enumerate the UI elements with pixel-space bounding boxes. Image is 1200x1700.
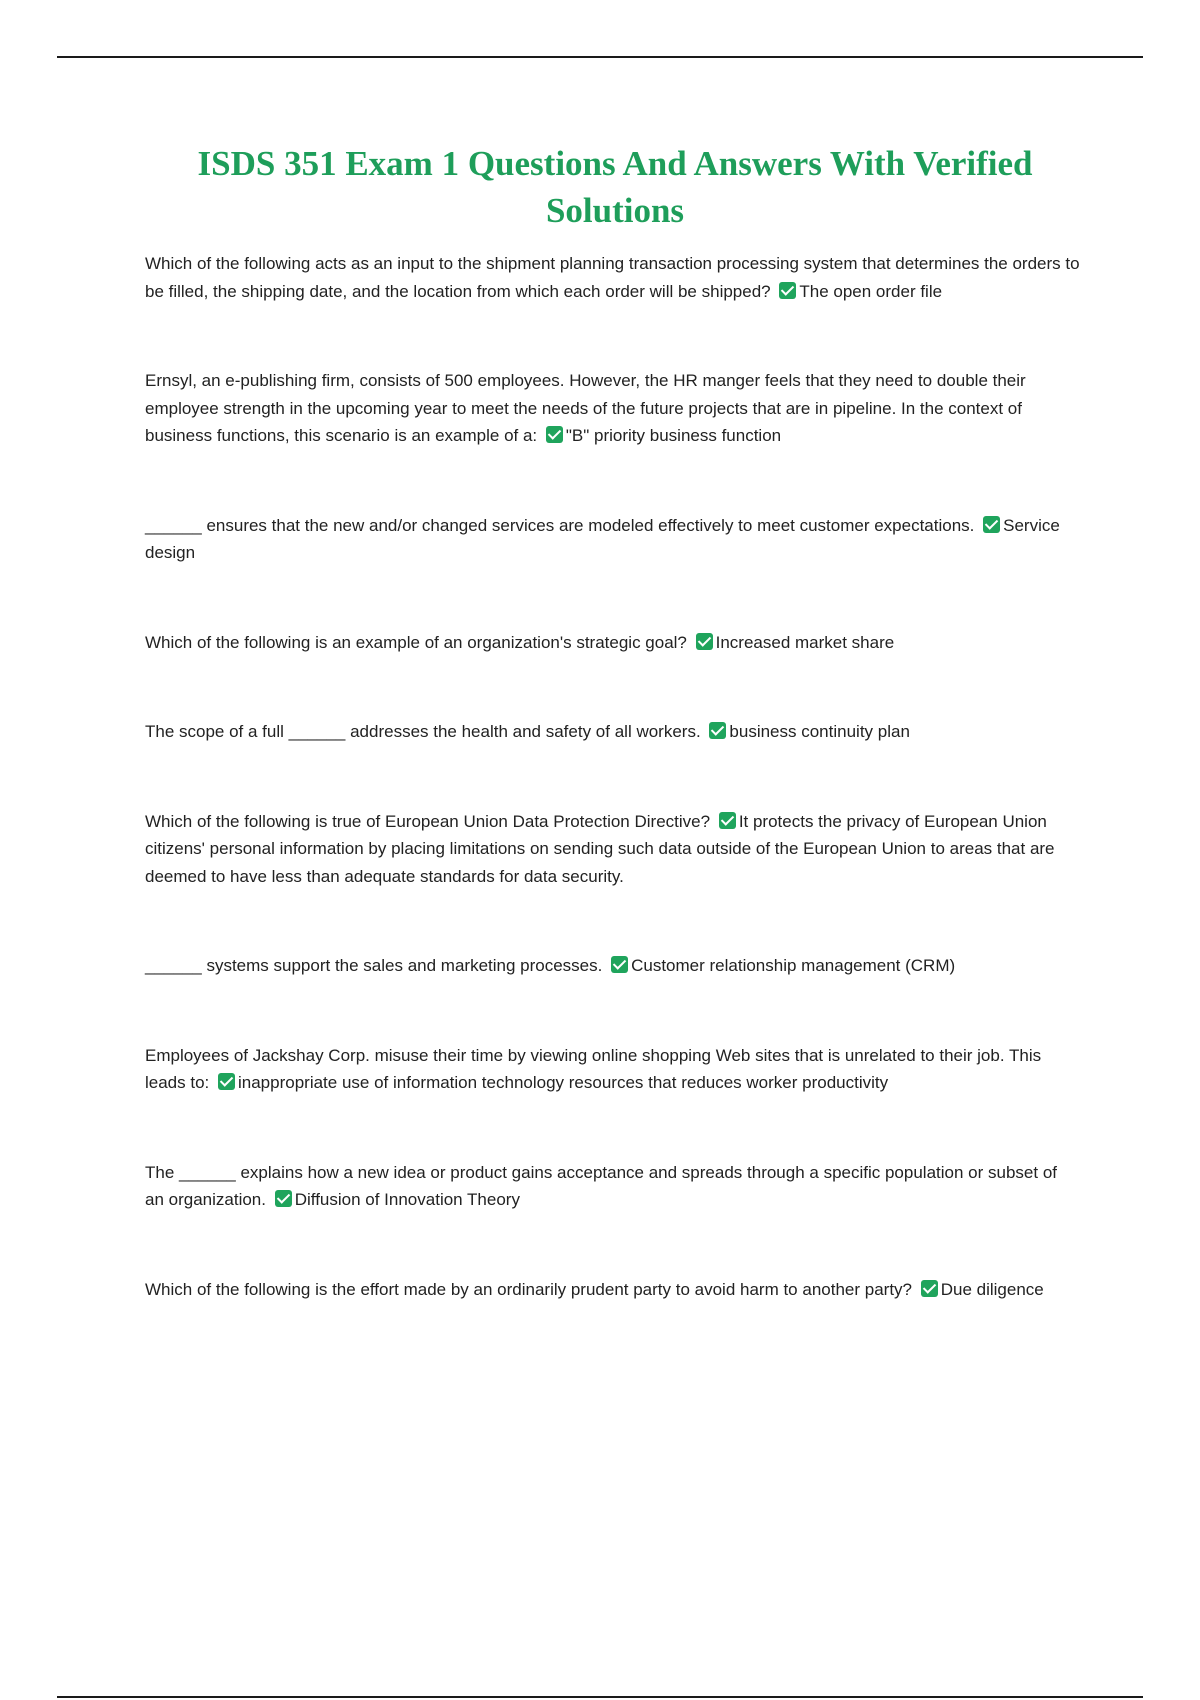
qa-item-7 (145, 952, 1080, 980)
check-mark-icon (779, 282, 796, 299)
answer-text: The open order file (799, 281, 943, 301)
answer-text: Service design (145, 515, 1060, 562)
check-mark-icon (696, 633, 713, 650)
question-text: Which of the following is the effort made by an ordinarily prudent party to avoid harm to another party? (145, 1279, 912, 1299)
check-mark-icon (709, 722, 726, 739)
check-mark-icon (719, 812, 736, 829)
answer-text: inappropriate use of information technology resources that reduces worker productivity (238, 1073, 889, 1092)
check-mark-icon (218, 1073, 235, 1090)
answer-text: Diffusion of Innovation Theory (294, 1190, 520, 1209)
question-text: Which of the following is true of European Union Data Protection Directive? (145, 811, 711, 831)
question-text: ______ systems support the sales and marketing processes. (145, 956, 603, 975)
check-mark-icon (611, 956, 628, 973)
answer-text: It protects the privacy of European Union citizens' personal information by placing limitations on sending such data outside of the European Union to areas that are deemed to have less than adequate standards for data security. (145, 811, 1055, 886)
qa-item-8 (145, 1042, 1080, 1097)
qa-item-10 (145, 1276, 1080, 1304)
question-text: The scope of a full ______ addresses the health and safety of all workers. (145, 722, 701, 741)
question-text: The ______ explains how a new idea or product gains acceptance and spreads through a specific population or subset of an organization. (145, 1162, 1057, 1209)
question-text: Which of the following acts as an input to the shipment planning transaction processing system that determines the orders to be filled, the shipping date, and the location from which each order will be shipped? (145, 254, 1080, 301)
question-text: Ernsyl, an e-publishing firm, consists of 500 employees. However, the HR manger feels that they need to double their employee strength in the upcoming year to meet the needs of the future projects that are in pipeline. In the context of business functions, this scenario is an example of a: (145, 371, 1026, 445)
question-text: Which of the following is an example of an organization's strategic goal? (145, 632, 687, 652)
qa-item-2 (145, 367, 1080, 450)
qa-item-1 (145, 250, 1080, 305)
qa-item-5 (145, 718, 1080, 746)
check-mark-icon (275, 1190, 292, 1207)
footer-rule (57, 1696, 1143, 1698)
check-mark-icon (921, 1280, 938, 1297)
qa-item-6 (145, 808, 1080, 891)
header-rule (57, 56, 1143, 58)
qa-item-3 (145, 512, 1080, 567)
answer-text: business continuity plan (729, 722, 910, 741)
qa-item-4 (145, 629, 1080, 657)
question-text: ______ ensures that the new and/or changed services are modeled effectively to meet customer expectations. (145, 515, 975, 535)
check-mark-icon (983, 516, 1000, 533)
qa-item-9 (145, 1159, 1080, 1214)
question-text: Employees of Jackshay Corp. misuse their time by viewing online shopping Web sites that is unrelated to their job. This leads to: (145, 1045, 1042, 1092)
answer-text: "B" priority business function (565, 426, 782, 445)
qa-list (145, 250, 1080, 1365)
answer-text: Customer relationship management (CRM) (631, 956, 956, 975)
document-title: ISDS 351 Exam 1 Questions And Answers With Verified Solutions (197, 144, 1033, 230)
answer-text: Increased market share (715, 632, 895, 652)
check-mark-icon (546, 426, 563, 443)
answer-text: Due diligence (940, 1279, 1044, 1299)
